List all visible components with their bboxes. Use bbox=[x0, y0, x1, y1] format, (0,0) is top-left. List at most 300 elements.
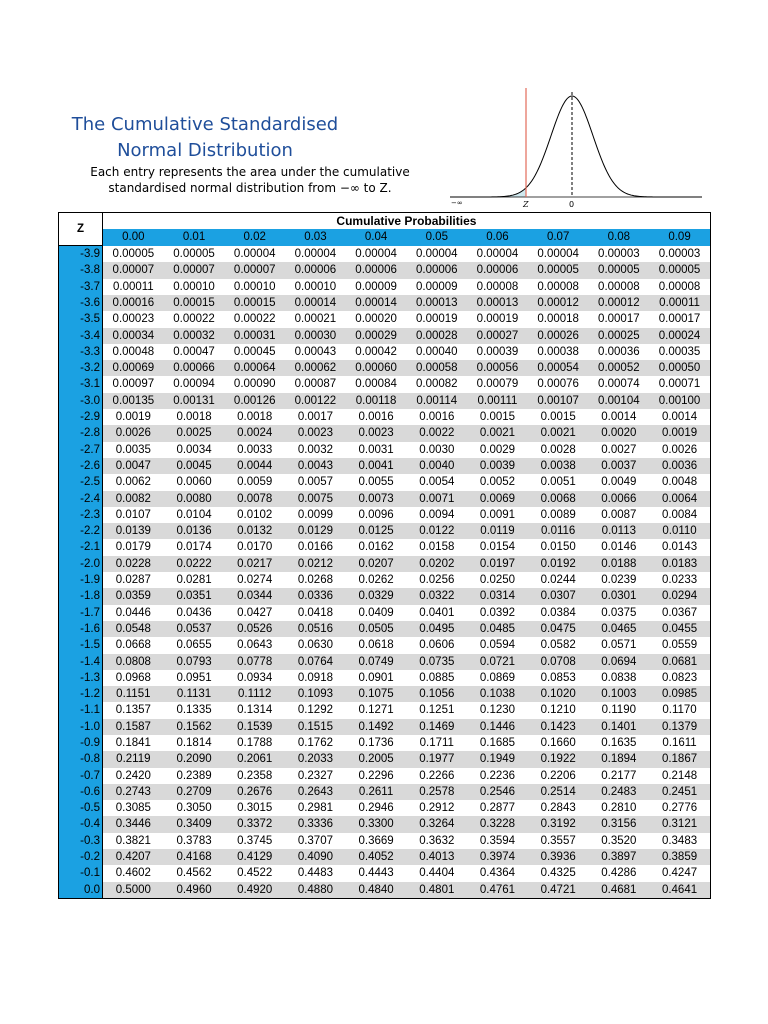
probability-cell: 0.00035 bbox=[649, 344, 710, 360]
probability-cell: 0.0212 bbox=[285, 556, 346, 572]
probability-cell: 0.0197 bbox=[467, 556, 528, 572]
probability-cell: 0.0170 bbox=[224, 539, 285, 555]
neg-infinity-label: −∞ bbox=[451, 199, 463, 207]
probability-cell: 0.0314 bbox=[467, 588, 528, 604]
probability-cell: 0.0192 bbox=[528, 556, 589, 572]
probability-cell: 0.2236 bbox=[467, 768, 528, 784]
probability-cell: 0.00013 bbox=[467, 295, 528, 311]
probability-cell: 0.1170 bbox=[649, 702, 710, 718]
probability-cell: 0.4286 bbox=[589, 865, 650, 881]
z-value: -0.9 bbox=[59, 735, 103, 751]
subtitle-line-2: standardised normal distribution from −∞ to Z. bbox=[108, 181, 392, 195]
probability-cell: 0.00056 bbox=[467, 360, 528, 376]
probability-cell: 0.0150 bbox=[528, 539, 589, 555]
probability-cell: 0.0026 bbox=[649, 442, 710, 458]
probability-cell: 0.0233 bbox=[649, 572, 710, 588]
probability-cell: 0.1020 bbox=[528, 686, 589, 702]
probability-cell: 0.0113 bbox=[589, 523, 650, 539]
z-value: -3.9 bbox=[59, 246, 103, 263]
table-row bbox=[59, 621, 711, 637]
probability-cell: 0.2206 bbox=[528, 768, 589, 784]
probability-cell: 0.3557 bbox=[528, 833, 589, 849]
probability-cell: 0.4522 bbox=[224, 865, 285, 881]
probability-cell: 0.4641 bbox=[649, 882, 710, 899]
probability-cell: 0.0071 bbox=[406, 491, 467, 507]
probability-cell: 0.4880 bbox=[285, 882, 346, 899]
table-row bbox=[59, 849, 711, 865]
probability-cell: 0.00007 bbox=[224, 262, 285, 278]
probability-cell: 0.0853 bbox=[528, 670, 589, 686]
probability-cell: 0.0129 bbox=[285, 523, 346, 539]
probability-cell: 0.0096 bbox=[346, 507, 407, 523]
probability-cell: 0.0143 bbox=[649, 539, 710, 555]
probability-cell: 0.0021 bbox=[528, 425, 589, 441]
probability-cell: 0.0274 bbox=[224, 572, 285, 588]
probability-cell: 0.00022 bbox=[164, 311, 225, 327]
z-value: -0.4 bbox=[59, 816, 103, 832]
probability-cell: 0.00031 bbox=[224, 328, 285, 344]
probability-cell: 0.00032 bbox=[164, 328, 225, 344]
subtitle bbox=[80, 164, 420, 196]
z-value: -1.7 bbox=[59, 605, 103, 621]
probability-cell: 0.2709 bbox=[164, 784, 225, 800]
probability-cell: 0.1587 bbox=[103, 719, 164, 735]
probability-cell: 0.0078 bbox=[224, 491, 285, 507]
probability-cell: 0.0681 bbox=[649, 654, 710, 670]
probability-cell: 0.1515 bbox=[285, 719, 346, 735]
probability-cell: 0.1314 bbox=[224, 702, 285, 718]
probability-cell: 0.00104 bbox=[589, 393, 650, 409]
probability-cell: 0.00071 bbox=[649, 376, 710, 392]
probability-cell: 0.0392 bbox=[467, 605, 528, 621]
probability-cell: 0.1075 bbox=[346, 686, 407, 702]
probability-cell: 0.0132 bbox=[224, 523, 285, 539]
probability-cell: 0.2810 bbox=[589, 800, 650, 816]
z-value: -1.8 bbox=[59, 588, 103, 604]
probability-cell: 0.2776 bbox=[649, 800, 710, 816]
probability-cell: 0.0217 bbox=[224, 556, 285, 572]
table-row bbox=[59, 328, 711, 344]
probability-cell: 0.0020 bbox=[589, 425, 650, 441]
probability-cell: 0.4681 bbox=[589, 882, 650, 899]
probability-cell: 0.0082 bbox=[103, 491, 164, 507]
probability-cell: 0.1685 bbox=[467, 735, 528, 751]
probability-cell: 0.0643 bbox=[224, 637, 285, 653]
probability-cell: 0.00079 bbox=[467, 376, 528, 392]
probability-cell: 0.1131 bbox=[164, 686, 225, 702]
probability-cell: 0.4325 bbox=[528, 865, 589, 881]
probability-cell: 0.2061 bbox=[224, 751, 285, 767]
probability-cell: 0.1003 bbox=[589, 686, 650, 702]
probability-cell: 0.0014 bbox=[589, 409, 650, 425]
probability-cell: 0.00006 bbox=[467, 262, 528, 278]
probability-cell: 0.0064 bbox=[649, 491, 710, 507]
probability-cell: 0.00004 bbox=[467, 246, 528, 263]
probability-cell: 0.0139 bbox=[103, 523, 164, 539]
probability-cell: 0.0052 bbox=[467, 474, 528, 490]
probability-cell: 0.0174 bbox=[164, 539, 225, 555]
probability-cell: 0.2578 bbox=[406, 784, 467, 800]
probability-cell: 0.0668 bbox=[103, 637, 164, 653]
z-value: -1.4 bbox=[59, 654, 103, 670]
probability-cell: 0.00003 bbox=[649, 246, 710, 263]
column-header: 0.01 bbox=[164, 229, 225, 245]
probability-cell: 0.1660 bbox=[528, 735, 589, 751]
table-row bbox=[59, 605, 711, 621]
probability-cell: 0.3085 bbox=[103, 800, 164, 816]
z-value: -1.2 bbox=[59, 686, 103, 702]
probability-cell: 0.3192 bbox=[528, 816, 589, 832]
probability-cell: 0.1894 bbox=[589, 751, 650, 767]
probability-cell: 0.0015 bbox=[467, 409, 528, 425]
probability-cell: 0.00126 bbox=[224, 393, 285, 409]
table-row bbox=[59, 751, 711, 767]
probability-cell: 0.0188 bbox=[589, 556, 650, 572]
table-row bbox=[59, 816, 711, 832]
probability-cell: 0.00064 bbox=[224, 360, 285, 376]
probability-cell: 0.1469 bbox=[406, 719, 467, 735]
probability-cell: 0.3632 bbox=[406, 833, 467, 849]
probability-cell: 0.00043 bbox=[285, 344, 346, 360]
probability-cell: 0.0084 bbox=[649, 507, 710, 523]
probability-cell: 0.2546 bbox=[467, 784, 528, 800]
probability-cell: 0.00003 bbox=[589, 246, 650, 263]
z-value: -0.5 bbox=[59, 800, 103, 816]
probability-cell: 0.0239 bbox=[589, 572, 650, 588]
z-value: -2.3 bbox=[59, 507, 103, 523]
probability-cell: 0.0116 bbox=[528, 523, 589, 539]
probability-cell: 0.1210 bbox=[528, 702, 589, 718]
table-row bbox=[59, 295, 711, 311]
probability-cell: 0.0089 bbox=[528, 507, 589, 523]
probability-cell: 0.2643 bbox=[285, 784, 346, 800]
probability-cell: 0.00015 bbox=[224, 295, 285, 311]
probability-cell: 0.0102 bbox=[224, 507, 285, 523]
probability-cell: 0.0793 bbox=[164, 654, 225, 670]
probability-cell: 0.00011 bbox=[103, 279, 164, 295]
probability-cell: 0.00008 bbox=[467, 279, 528, 295]
probability-cell: 0.00097 bbox=[103, 376, 164, 392]
probability-cell: 0.00060 bbox=[346, 360, 407, 376]
table-row bbox=[59, 262, 711, 278]
probability-cell: 0.3936 bbox=[528, 849, 589, 865]
probability-cell: 0.4404 bbox=[406, 865, 467, 881]
probability-cell: 0.4920 bbox=[224, 882, 285, 899]
probability-cell: 0.0057 bbox=[285, 474, 346, 490]
probability-cell: 0.00008 bbox=[649, 279, 710, 295]
probability-cell: 0.4840 bbox=[346, 882, 407, 899]
probability-cell: 0.0032 bbox=[285, 442, 346, 458]
probability-cell: 0.00011 bbox=[649, 295, 710, 311]
probability-cell: 0.0301 bbox=[589, 588, 650, 604]
probability-cell: 0.1112 bbox=[224, 686, 285, 702]
probability-cell: 0.0107 bbox=[103, 507, 164, 523]
probability-cell: 0.00090 bbox=[224, 376, 285, 392]
probability-cell: 0.3264 bbox=[406, 816, 467, 832]
probability-cell: 0.00004 bbox=[346, 246, 407, 263]
probability-cell: 0.0054 bbox=[406, 474, 467, 490]
probability-cell: 0.0375 bbox=[589, 605, 650, 621]
probability-cell: 0.1539 bbox=[224, 719, 285, 735]
probability-cell: 0.0040 bbox=[406, 458, 467, 474]
probability-cell: 0.0427 bbox=[224, 605, 285, 621]
probability-cell: 0.0329 bbox=[346, 588, 407, 604]
probability-cell: 0.1949 bbox=[467, 751, 528, 767]
probability-cell: 0.4168 bbox=[164, 849, 225, 865]
probability-cell: 0.00034 bbox=[103, 328, 164, 344]
probability-cell: 0.00048 bbox=[103, 344, 164, 360]
probability-cell: 0.3821 bbox=[103, 833, 164, 849]
column-header: 0.08 bbox=[589, 229, 650, 245]
table-row bbox=[59, 686, 711, 702]
probability-cell: 0.00020 bbox=[346, 311, 407, 327]
probability-cell: 0.0024 bbox=[224, 425, 285, 441]
probability-cell: 0.00017 bbox=[649, 311, 710, 327]
probability-cell: 0.2148 bbox=[649, 768, 710, 784]
table-row bbox=[59, 768, 711, 784]
probability-cell: 0.3483 bbox=[649, 833, 710, 849]
table-row bbox=[59, 311, 711, 327]
probability-cell: 0.0222 bbox=[164, 556, 225, 572]
probability-cell: 0.00069 bbox=[103, 360, 164, 376]
probability-cell: 0.00015 bbox=[164, 295, 225, 311]
probability-cell: 0.2090 bbox=[164, 751, 225, 767]
probability-cell: 0.0582 bbox=[528, 637, 589, 653]
probability-cell: 0.1711 bbox=[406, 735, 467, 751]
probability-cell: 0.0885 bbox=[406, 670, 467, 686]
z-value: -2.6 bbox=[59, 458, 103, 474]
probability-cell: 0.0559 bbox=[649, 637, 710, 653]
probability-cell: 0.0268 bbox=[285, 572, 346, 588]
probability-cell: 0.0023 bbox=[285, 425, 346, 441]
page-title: The Cumulative Standardised Normal Distribution bbox=[71, 114, 339, 161]
probability-cell: 0.2483 bbox=[589, 784, 650, 800]
probability-cell: 0.1271 bbox=[346, 702, 407, 718]
column-header: 0.07 bbox=[528, 229, 589, 245]
probability-cell: 0.00074 bbox=[589, 376, 650, 392]
probability-cell: 0.0068 bbox=[528, 491, 589, 507]
probability-cell: 0.00008 bbox=[589, 279, 650, 295]
probability-cell: 0.00019 bbox=[467, 311, 528, 327]
probability-cell: 0.00017 bbox=[589, 311, 650, 327]
probability-cell: 0.0038 bbox=[528, 458, 589, 474]
probability-cell: 0.2358 bbox=[224, 768, 285, 784]
probability-cell: 0.0125 bbox=[346, 523, 407, 539]
probability-cell: 0.3015 bbox=[224, 800, 285, 816]
probability-cell: 0.3446 bbox=[103, 816, 164, 832]
probability-cell: 0.0045 bbox=[164, 458, 225, 474]
probability-cell: 0.0516 bbox=[285, 621, 346, 637]
probability-cell: 0.0351 bbox=[164, 588, 225, 604]
z-value: -1.3 bbox=[59, 670, 103, 686]
probability-cell: 0.4364 bbox=[467, 865, 528, 881]
z-value: -3.7 bbox=[59, 279, 103, 295]
probability-cell: 0.0256 bbox=[406, 572, 467, 588]
probability-cell: 0.00038 bbox=[528, 344, 589, 360]
column-header: 0.05 bbox=[406, 229, 467, 245]
probability-cell: 0.4761 bbox=[467, 882, 528, 899]
probability-cell: 0.0418 bbox=[285, 605, 346, 621]
probability-cell: 0.3372 bbox=[224, 816, 285, 832]
z-value: 0.0 bbox=[59, 882, 103, 899]
z-value: -2.0 bbox=[59, 556, 103, 572]
z-label: Z bbox=[523, 200, 529, 209]
probability-cell: 0.0029 bbox=[467, 442, 528, 458]
probability-cell: 0.1190 bbox=[589, 702, 650, 718]
probability-cell: 0.0039 bbox=[467, 458, 528, 474]
probability-cell: 0.0080 bbox=[164, 491, 225, 507]
probability-cell: 0.2420 bbox=[103, 768, 164, 784]
probability-cell: 0.1335 bbox=[164, 702, 225, 718]
probability-cell: 0.0228 bbox=[103, 556, 164, 572]
probability-cell: 0.00029 bbox=[346, 328, 407, 344]
probability-cell: 0.0055 bbox=[346, 474, 407, 490]
z-value: -3.6 bbox=[59, 295, 103, 311]
probability-cell: 0.0336 bbox=[285, 588, 346, 604]
probability-cell: 0.0015 bbox=[528, 409, 589, 425]
probability-cell: 0.00087 bbox=[285, 376, 346, 392]
probability-cell: 0.4129 bbox=[224, 849, 285, 865]
probability-cell: 0.0823 bbox=[649, 670, 710, 686]
table-row bbox=[59, 539, 711, 555]
probability-cell: 0.00004 bbox=[528, 246, 589, 263]
probability-cell: 0.00050 bbox=[649, 360, 710, 376]
z-value: -3.4 bbox=[59, 328, 103, 344]
probability-cell: 0.0359 bbox=[103, 588, 164, 604]
probability-cell: 0.0060 bbox=[164, 474, 225, 490]
probability-cell: 0.5000 bbox=[103, 882, 164, 899]
probability-cell: 0.00027 bbox=[467, 328, 528, 344]
probability-cell: 0.0778 bbox=[224, 654, 285, 670]
probability-cell: 0.0694 bbox=[589, 654, 650, 670]
z-value: -2.4 bbox=[59, 491, 103, 507]
probability-cell: 0.0322 bbox=[406, 588, 467, 604]
probability-cell: 0.0154 bbox=[467, 539, 528, 555]
probability-cell: 0.2981 bbox=[285, 800, 346, 816]
table-row bbox=[59, 784, 711, 800]
probability-cell: 0.1446 bbox=[467, 719, 528, 735]
probability-cell: 0.0087 bbox=[589, 507, 650, 523]
probability-cell: 0.00066 bbox=[164, 360, 225, 376]
probability-cell: 0.00028 bbox=[406, 328, 467, 344]
column-header: 0.00 bbox=[103, 229, 164, 245]
probability-cell: 0.0465 bbox=[589, 621, 650, 637]
probability-cell: 0.0022 bbox=[406, 425, 467, 441]
table-row bbox=[59, 572, 711, 588]
probability-cell: 0.1251 bbox=[406, 702, 467, 718]
probability-cell: 0.1922 bbox=[528, 751, 589, 767]
z-value: -3.2 bbox=[59, 360, 103, 376]
probability-cell: 0.0030 bbox=[406, 442, 467, 458]
probability-cell: 0.0401 bbox=[406, 605, 467, 621]
probability-cell: 0.0043 bbox=[285, 458, 346, 474]
probability-cell: 0.00054 bbox=[528, 360, 589, 376]
probability-cell: 0.2877 bbox=[467, 800, 528, 816]
probability-cell: 0.1038 bbox=[467, 686, 528, 702]
probability-cell: 0.2743 bbox=[103, 784, 164, 800]
probability-cell: 0.00010 bbox=[285, 279, 346, 295]
probability-cell: 0.00009 bbox=[406, 279, 467, 295]
probability-cell: 0.00045 bbox=[224, 344, 285, 360]
probability-cell: 0.2033 bbox=[285, 751, 346, 767]
probability-cell: 0.0485 bbox=[467, 621, 528, 637]
column-header: 0.02 bbox=[224, 229, 285, 245]
table-row bbox=[59, 654, 711, 670]
probability-cell: 0.3783 bbox=[164, 833, 225, 849]
z-value: -3.3 bbox=[59, 344, 103, 360]
probability-cell: 0.1762 bbox=[285, 735, 346, 751]
probability-cell: 0.0307 bbox=[528, 588, 589, 604]
probability-cell: 0.1788 bbox=[224, 735, 285, 751]
probability-cell: 0.1492 bbox=[346, 719, 407, 735]
probability-cell: 0.0526 bbox=[224, 621, 285, 637]
probability-cell: 0.0721 bbox=[467, 654, 528, 670]
probability-cell: 0.0066 bbox=[589, 491, 650, 507]
probability-cell: 0.00016 bbox=[103, 295, 164, 311]
probability-cell: 0.2266 bbox=[406, 768, 467, 784]
probability-cell: 0.00107 bbox=[528, 393, 589, 409]
probability-cell: 0.00008 bbox=[528, 279, 589, 295]
probability-cell: 0.00131 bbox=[164, 393, 225, 409]
probability-cell: 0.0091 bbox=[467, 507, 528, 523]
probability-cell: 0.0735 bbox=[406, 654, 467, 670]
z-value: -0.7 bbox=[59, 768, 103, 784]
probability-cell: 0.0183 bbox=[649, 556, 710, 572]
z-column-header: Z bbox=[59, 213, 103, 246]
probability-cell: 0.0094 bbox=[406, 507, 467, 523]
probability-cell: 0.3336 bbox=[285, 816, 346, 832]
probability-cell: 0.4562 bbox=[164, 865, 225, 881]
probability-cell: 0.00014 bbox=[285, 295, 346, 311]
probability-cell: 0.0548 bbox=[103, 621, 164, 637]
probability-cell: 0.00135 bbox=[103, 393, 164, 409]
probability-cell: 0.0344 bbox=[224, 588, 285, 604]
probability-cell: 0.00052 bbox=[589, 360, 650, 376]
zero-label: 0 bbox=[569, 200, 575, 209]
probability-cell: 0.4013 bbox=[406, 849, 467, 865]
probability-cell: 0.0475 bbox=[528, 621, 589, 637]
probability-cell: 0.0158 bbox=[406, 539, 467, 555]
table-row bbox=[59, 409, 711, 425]
table-row bbox=[59, 523, 711, 539]
table-row bbox=[59, 279, 711, 295]
probability-cell: 0.3974 bbox=[467, 849, 528, 865]
probability-cell: 0.0495 bbox=[406, 621, 467, 637]
probability-cell: 0.00004 bbox=[285, 246, 346, 263]
column-header: 0.06 bbox=[467, 229, 528, 245]
probability-cell: 0.0036 bbox=[649, 458, 710, 474]
probability-cell: 0.00004 bbox=[406, 246, 467, 263]
table-row bbox=[59, 474, 711, 490]
probability-cell: 0.0035 bbox=[103, 442, 164, 458]
probability-cell: 0.0018 bbox=[224, 409, 285, 425]
probability-cell: 0.00023 bbox=[103, 311, 164, 327]
probability-cell: 0.3745 bbox=[224, 833, 285, 849]
probability-cell: 0.0027 bbox=[589, 442, 650, 458]
z-value: -3.0 bbox=[59, 393, 103, 409]
probability-cell: 0.1977 bbox=[406, 751, 467, 767]
probability-cell: 0.0537 bbox=[164, 621, 225, 637]
probability-cell: 0.0934 bbox=[224, 670, 285, 686]
probability-cell: 0.0749 bbox=[346, 654, 407, 670]
table-row bbox=[59, 344, 711, 360]
probability-cell: 0.00005 bbox=[164, 246, 225, 263]
probability-cell: 0.2514 bbox=[528, 784, 589, 800]
probability-cell: 0.00021 bbox=[285, 311, 346, 327]
z-value: -1.0 bbox=[59, 719, 103, 735]
probability-cell: 0.0367 bbox=[649, 605, 710, 621]
probability-cell: 0.1841 bbox=[103, 735, 164, 751]
